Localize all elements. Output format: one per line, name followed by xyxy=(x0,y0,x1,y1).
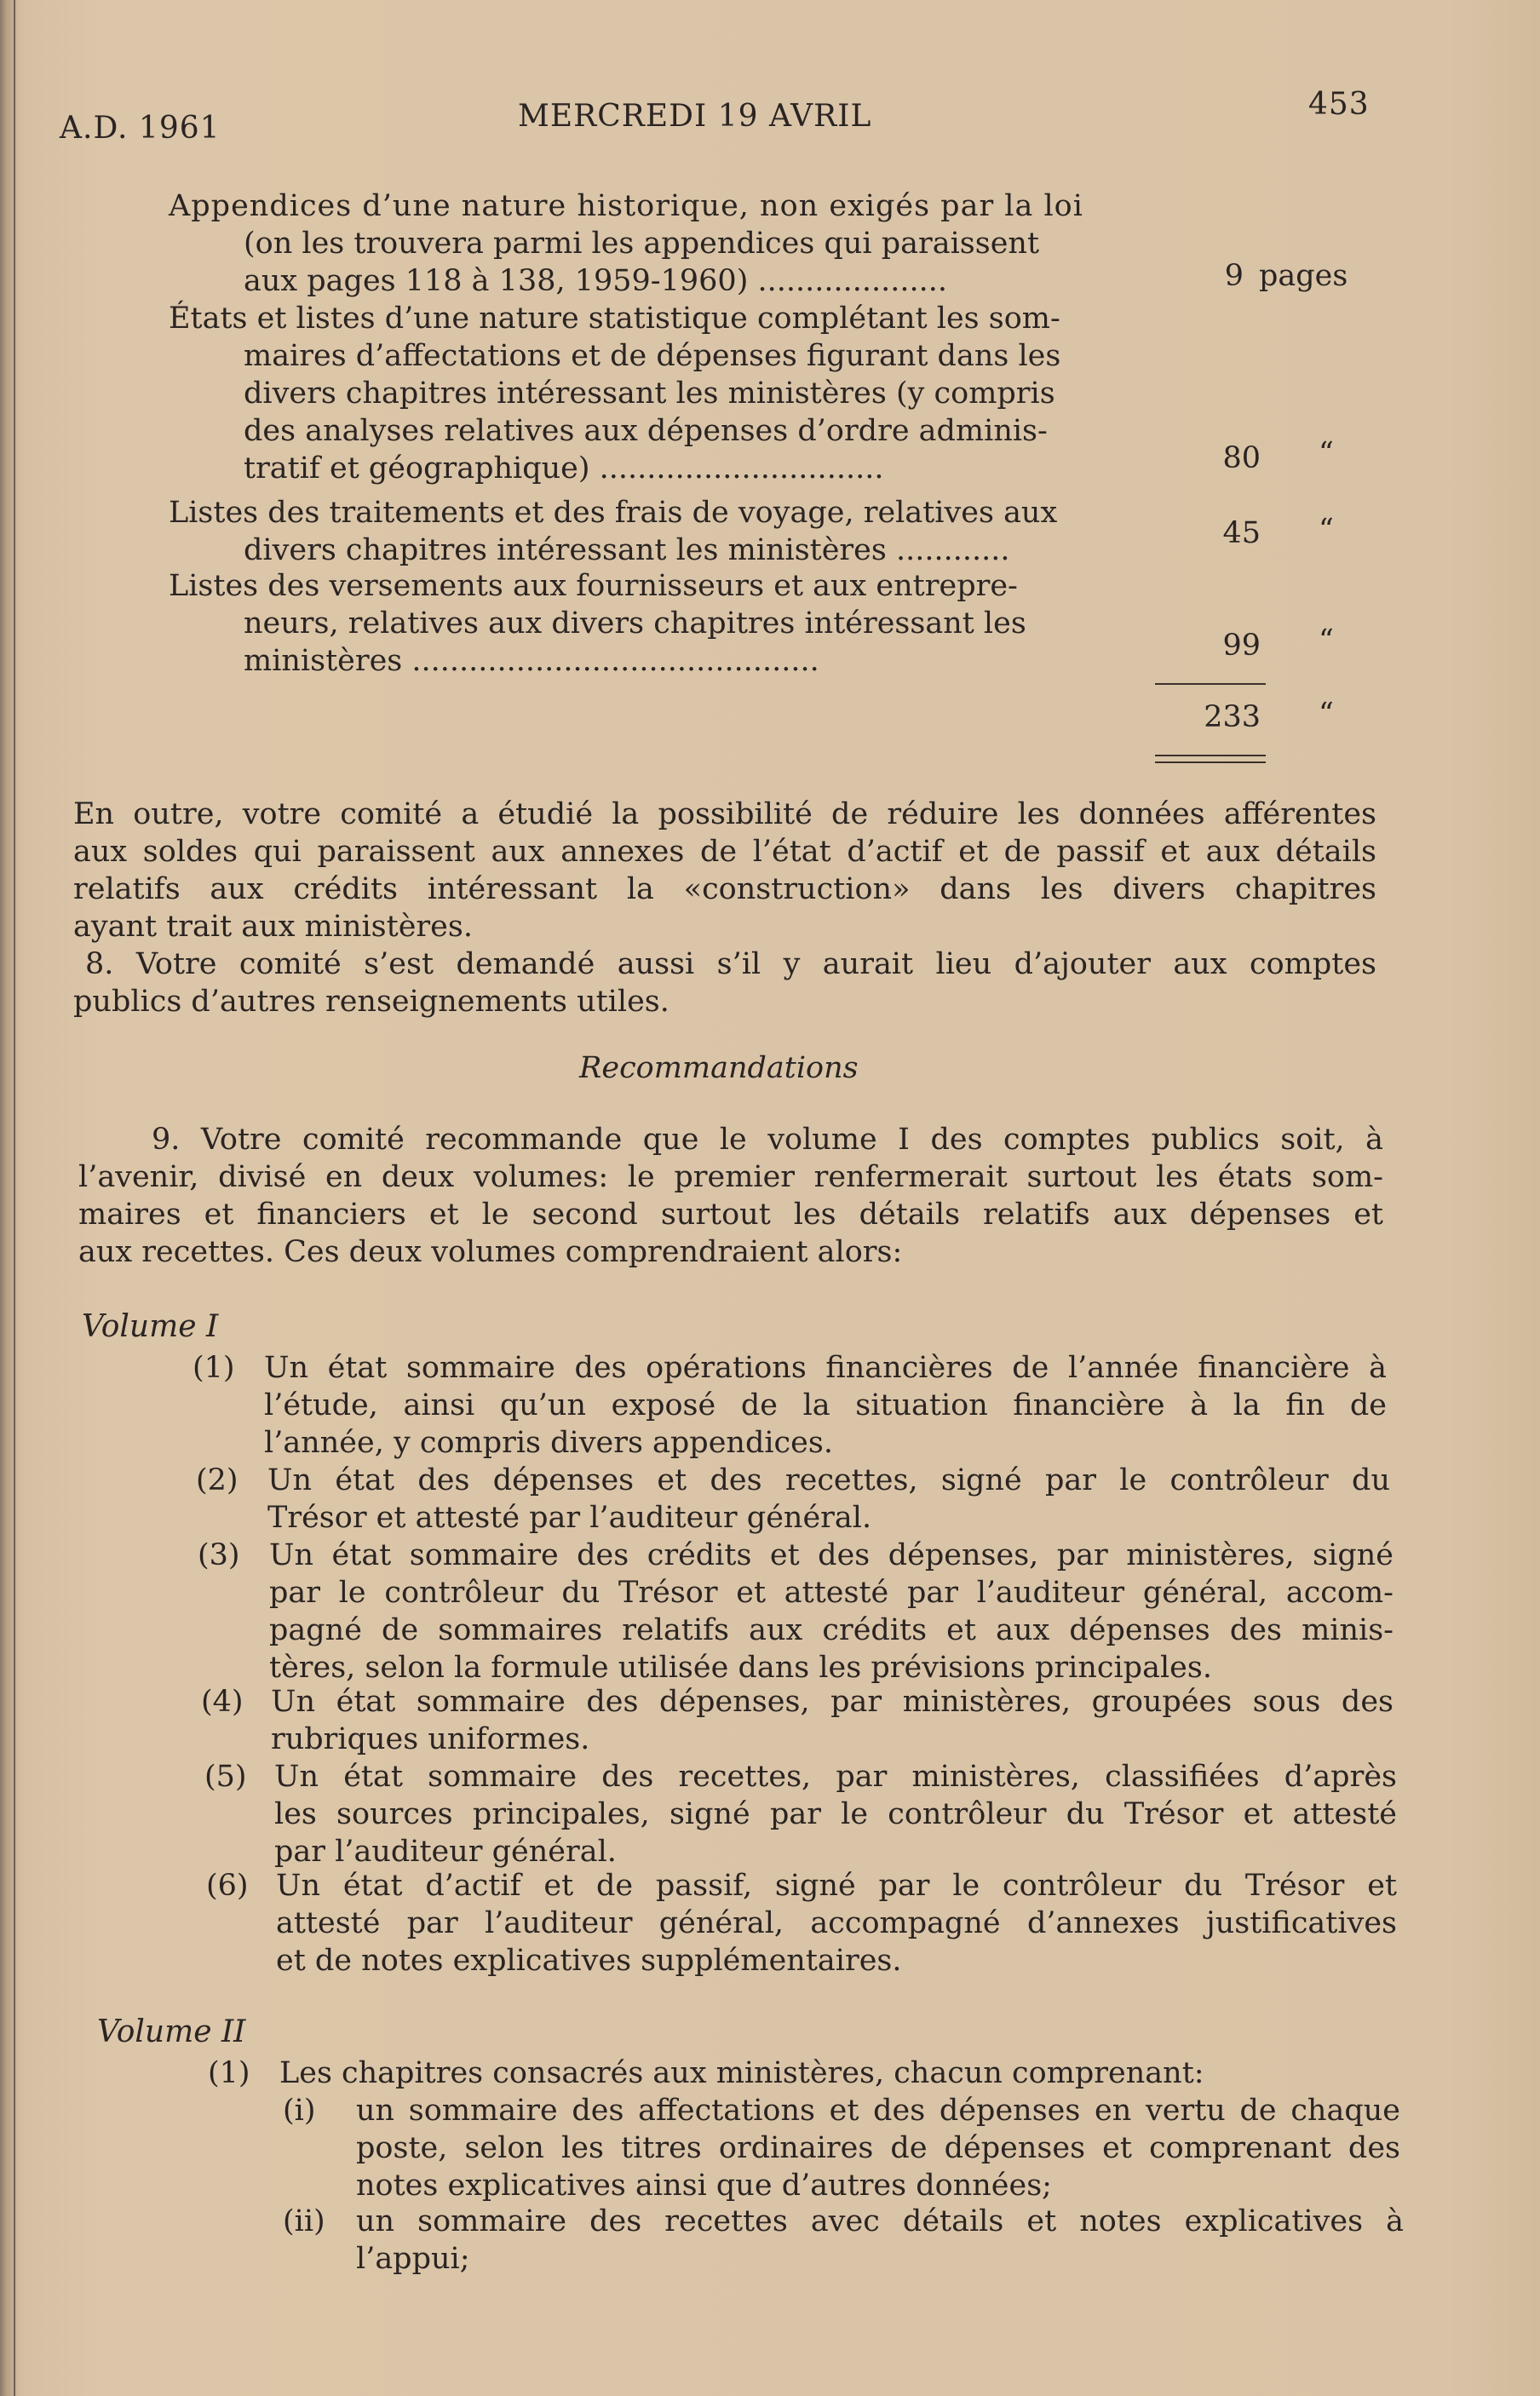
paragraph-line: aux recettes. Ces deux volumes comprendraient alors: xyxy=(78,1235,903,1269)
item-line: Un état sommaire des dépenses, par ministères, groupées sous des xyxy=(271,1685,1393,1719)
item-number: (2) xyxy=(196,1463,238,1497)
item-line: Un état sommaire des recettes, par ministères, classifiées d’après xyxy=(274,1760,1397,1794)
total-value: 233 xyxy=(1204,700,1261,734)
page-header xyxy=(0,87,1540,146)
subitem-line: l’appui; xyxy=(356,2242,470,2276)
paragraph-line: ayant trait aux ministères. xyxy=(73,910,473,944)
appendix-entry-statistique xyxy=(169,300,1157,487)
entry-line: aux pages 118 à 138, 1959-1960) .................... xyxy=(244,264,947,298)
item-line: l’étude, ainsi qu’un exposé de la situation financière à la fin de xyxy=(264,1388,1387,1422)
paragraph-line: maires et financiers et le second surtout les détails relatifs aux dépenses et xyxy=(78,1198,1383,1232)
volume-2-heading: Volume II xyxy=(97,2014,246,2049)
item-line: attesté par l’auditeur général, accompagné d’annexes justificatives xyxy=(276,1906,1397,1940)
appendix-entry-historique xyxy=(169,187,1157,300)
page-number: 453 xyxy=(1308,87,1370,122)
paragraph-line: En outre, votre comité a étudié la possibilité de réduire les données afférentes xyxy=(73,797,1376,831)
paragraph-line: 9. Votre comité recommande que le volume I des comptes publics soit, à xyxy=(152,1123,1383,1157)
entry-value: 9 xyxy=(1224,259,1244,293)
item-number: (5) xyxy=(204,1760,247,1794)
subitem-line: un sommaire des recettes avec détails et notes explicatives à xyxy=(356,2204,1404,2238)
item-line: par l’auditeur général. xyxy=(274,1835,617,1869)
item-number: (6) xyxy=(206,1869,249,1903)
paragraph-8 xyxy=(73,945,1376,1020)
appendix-entry-traitements xyxy=(169,494,1157,569)
entry-line: neurs, relatives aux divers chapitres intéressant les xyxy=(244,606,1026,641)
paragraph-line: aux soldes qui paraissent aux annexes de l’état d’actif et de passif et aux détails xyxy=(73,835,1376,869)
entry-line: divers chapitres intéressant les ministères (y compris xyxy=(244,376,1055,411)
paragraph-line: publics d’autres renseignements utiles. xyxy=(73,985,669,1019)
paragraph-line: 8. Votre comité s’est demandé aussi s’il y aurait lieu d’ajouter aux comptes xyxy=(85,947,1376,981)
subitem-number: (i) xyxy=(283,2094,316,2128)
item-line: par le contrôleur du Trésor et attesté par l’auditeur général, accom- xyxy=(269,1576,1393,1610)
entry-value: 45 xyxy=(1222,516,1261,550)
subitem-number: (ii) xyxy=(283,2204,325,2238)
section-heading-recommandations: Recommandations xyxy=(579,1051,859,1085)
volume-1-heading: Volume I xyxy=(82,1309,219,1344)
paragraph-line: relatifs aux crédits intéressant la «construction» dans les divers chapitres xyxy=(73,872,1376,906)
header-date: MERCREDI 19 AVRIL xyxy=(518,99,872,134)
item-line: Les chapitres consacrés aux ministères, chacun comprenant: xyxy=(279,2056,1204,2090)
item-line: pagné de sommaires relatifs aux crédits et aux dépenses des minis- xyxy=(269,1613,1393,1647)
entry-line: Listes des traitements et des frais de voyage, relatives aux xyxy=(169,496,1058,530)
double-rule-bottom xyxy=(1155,761,1266,763)
item-number: (4) xyxy=(201,1685,244,1719)
item-line: les sources principales, signé par le contrôleur du Trésor et attesté xyxy=(274,1797,1397,1831)
entry-line: ministères ........................................... xyxy=(244,644,819,678)
subitem-line: un sommaire des affectations et des dépenses en vertu de chaque xyxy=(356,2094,1400,2128)
total-unit: “ xyxy=(1319,697,1334,731)
entry-line: des analyses relatives aux dépenses d’ordre adminis- xyxy=(244,414,1048,448)
item-number: (1) xyxy=(192,1351,235,1385)
item-line: Un état sommaire des opérations financières de l’année financière à xyxy=(264,1351,1387,1385)
entry-line: (on les trouvera parmi les appendices qui paraissent xyxy=(244,227,1040,261)
entry-unit: “ xyxy=(1319,436,1334,470)
paragraph-9 xyxy=(78,1121,1383,1271)
entry-line: tratif et géographique) .............................. xyxy=(244,451,884,486)
entry-unit: “ xyxy=(1319,623,1334,658)
item-number: (1) xyxy=(208,2056,250,2090)
item-line: l’année, y compris divers appendices. xyxy=(264,1426,833,1460)
entry-value: 99 xyxy=(1222,629,1261,663)
item-line: Un état d’actif et de passif, signé par le contrôleur du Trésor et xyxy=(276,1869,1397,1903)
item-line: tères, selon la formule utilisée dans les prévisions principales. xyxy=(269,1651,1212,1685)
item-number: (3) xyxy=(198,1538,240,1572)
item-line: Un état des dépenses et des recettes, signé par le contrôleur du xyxy=(267,1463,1390,1497)
subitem-line: notes explicatives ainsi que d’autres données; xyxy=(356,2169,1052,2203)
sum-rule xyxy=(1155,683,1266,685)
entry-line: divers chapitres intéressant les ministères ............ xyxy=(244,533,1010,567)
entry-line: Appendices d’une nature historique, non exigés par la loi xyxy=(169,189,1083,223)
entry-line: Listes des versements aux fournisseurs et aux entrepre- xyxy=(169,569,1018,603)
entry-line: maires d’affectations et de dépenses figurant dans les xyxy=(244,339,1061,373)
spine-edge xyxy=(14,0,15,2396)
entry-value: 80 xyxy=(1222,441,1261,475)
header-year: A.D. 1961 xyxy=(60,111,221,146)
item-line: et de notes explicatives supplémentaires. xyxy=(276,1944,902,1978)
item-line: Un état sommaire des crédits et des dépenses, par ministères, signé xyxy=(269,1538,1393,1572)
paragraph-en-outre xyxy=(73,796,1376,945)
appendix-entry-versements xyxy=(169,567,1157,680)
subitem-line: poste, selon les titres ordinaires de dépenses et comprenant des xyxy=(356,2131,1400,2165)
entry-line: États et listes d’une nature statistique complétant les som- xyxy=(169,302,1060,336)
paragraph-line: l’avenir, divisé en deux volumes: le premier renfermerait surtout les états som- xyxy=(78,1160,1383,1194)
entry-unit: pages xyxy=(1259,259,1348,293)
item-line: rubriques uniformes. xyxy=(271,1722,590,1756)
double-rule-top xyxy=(1155,755,1266,756)
item-line: Trésor et attesté par l’auditeur général. xyxy=(267,1501,872,1535)
entry-unit: “ xyxy=(1319,513,1334,547)
